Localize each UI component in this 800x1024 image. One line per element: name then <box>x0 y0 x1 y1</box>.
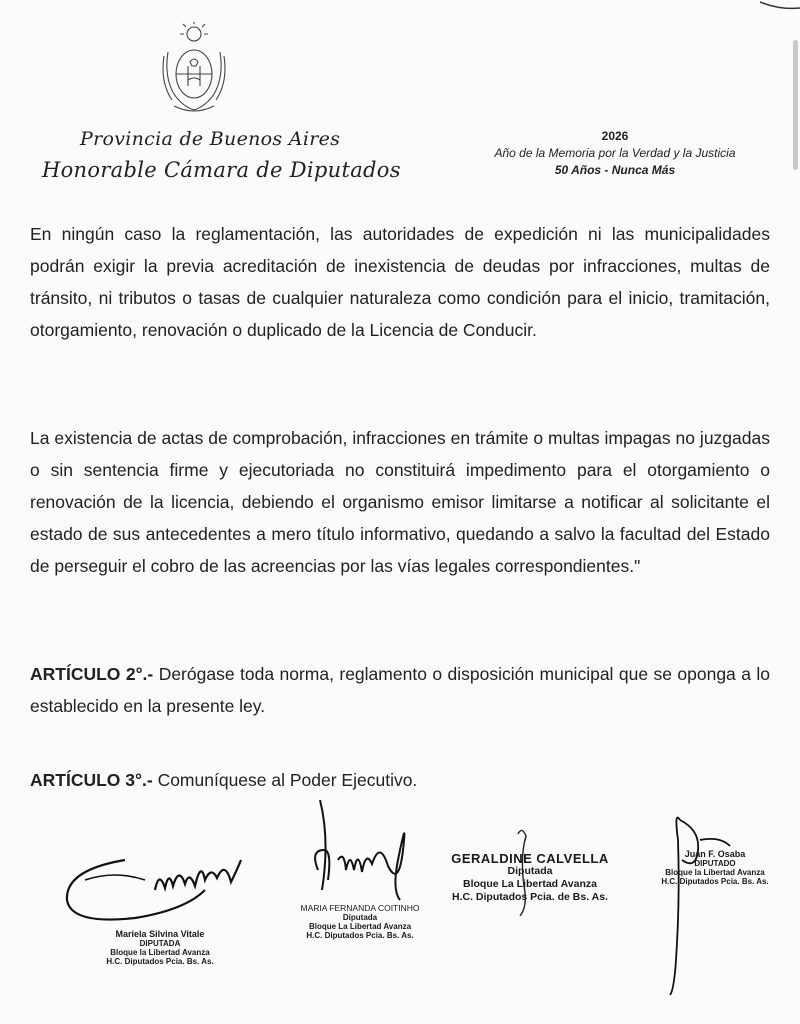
signature-block-3 <box>440 826 620 926</box>
signer-4-bloc: Bloque la Libertad Avanza <box>665 868 765 877</box>
year-label: 2026 <box>601 129 629 143</box>
article-2-text: Derógase toda norma, reglamento o disposición municipal que se oponga a lo establecido en la presente ley. <box>30 664 770 716</box>
handwritten-signature-1 <box>55 830 265 940</box>
signer-1-role: DIPUTADA <box>139 939 181 948</box>
signer-2-name: MARIA FERNANDA COITINHO <box>300 903 420 913</box>
year-motto-block <box>470 128 760 179</box>
province-heading: Provincia de Buenos Aires <box>80 128 341 150</box>
signer-4-chamber: H.C. Diputados Pcia. Bs. As. <box>661 877 769 886</box>
signer-1-name: Mariela Silvina Vitale <box>115 929 205 939</box>
coat-of-arms-logo <box>160 22 228 114</box>
signer-3-chamber: H.C. Diputados Pcia. de Bs. As. <box>452 891 608 903</box>
signer-2-role: Diputada <box>342 913 378 922</box>
signer-1-chamber: H.C. Diputados Pcia. Bs. As. <box>106 957 214 966</box>
signer-3-name: GERALDINE CALVELLA <box>451 851 609 866</box>
chamber-heading: Honorable Cámara de Diputados <box>42 158 401 182</box>
handwritten-signature-4 <box>640 810 790 1000</box>
article-3-label: ARTÍCULO 3°.- <box>30 770 153 790</box>
signature-block-4 <box>640 810 790 1000</box>
signature-block-2 <box>280 800 440 970</box>
signer-3-bloc: Bloque La Libertad Avanza <box>463 878 597 890</box>
article-2-label: ARTÍCULO 2°.- <box>30 664 154 684</box>
signer-2-chamber: H.C. Diputados Pcia. Bs. As. <box>306 931 414 940</box>
paragraph-1: En ningún caso la reglamentación, las autoridades de expedición ni las municipalidades podrán exigir la previa acreditación de inexistencia de deudas por infracciones, multas de tránsito, ni tributos o tasas de cualquier naturaleza como condición para el inicio, tramitación, otorgamiento, renovación o duplicado de la Licencia de Conducir. <box>30 224 770 340</box>
article-2 <box>30 658 770 722</box>
signature-block-1 <box>55 830 265 990</box>
motto-label: Año de la Memoria por la Verdad y la Justicia <box>494 146 736 160</box>
signer-4-name: Juan F. Osaba <box>684 849 746 859</box>
slogan-label: 50 Años - Nunca Más <box>554 163 676 177</box>
corner-mark <box>750 0 800 14</box>
signer-3-role: Diputada <box>507 865 553 877</box>
signer-2-bloc: Bloque La Libertad Avanza <box>308 922 412 931</box>
scrollbar[interactable] <box>793 40 798 170</box>
signer-4-role: DIPUTADO <box>694 859 736 868</box>
article-3-text: Comuníquese al Poder Ejecutivo. <box>152 770 418 790</box>
paragraph-2: La existencia de actas de comprobación, infracciones en trámite o multas impagas no juzgadas o sin sentencia firme y ejecutoriada no constituirá impedimento para el otorgamiento o renovación de la licencia, debiendo el organismo emisor limitarse a notificar al solicitante el estado de sus antecedentes a mero título informativo, quedando a salvo la facultad del Estado de perseguir el cobro de las acreencias por las vías legales correspondientes." <box>30 428 770 576</box>
signer-1-bloc: Bloque la Libertad Avanza <box>110 948 210 957</box>
article-3 <box>30 764 770 796</box>
handwritten-signature-2 <box>280 800 440 910</box>
